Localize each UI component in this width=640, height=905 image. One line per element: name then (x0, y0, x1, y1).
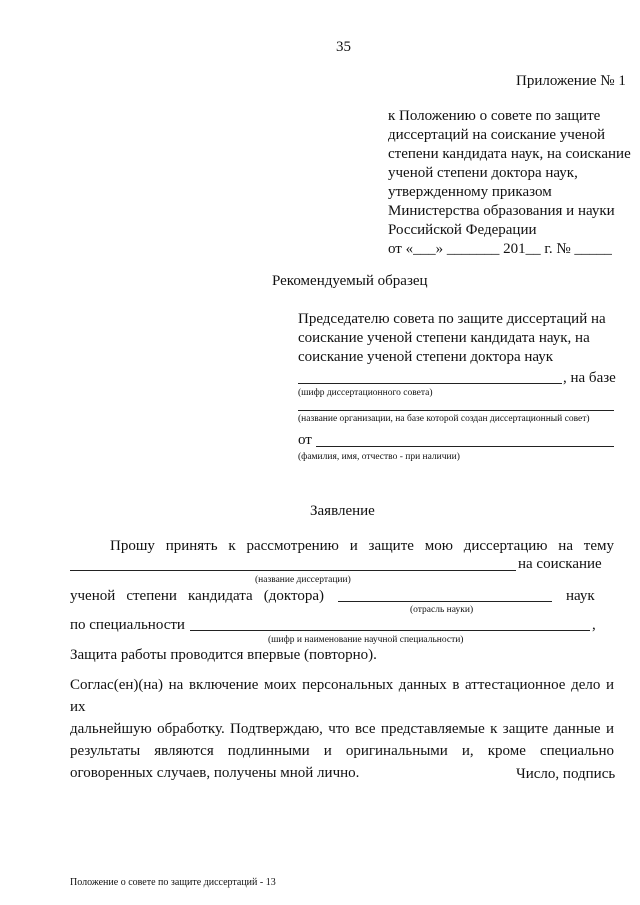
regulation-line: утвержденному приказом (388, 184, 552, 200)
first-defense-text: Защита работы проводится впервые (повторно). (70, 647, 377, 663)
appendix-title: Приложение № 1 (516, 73, 626, 89)
degree-label: ученой степени кандидата (доктора) (70, 588, 324, 604)
science-field-line[interactable] (338, 601, 552, 602)
request-line: Прошу принять к рассмотрению и защите мою диссертацию на тему (110, 538, 614, 554)
specialty-line[interactable] (190, 630, 590, 631)
na-baze-label: , на базе (563, 370, 616, 386)
council-code-line[interactable] (298, 383, 562, 384)
consent-line: результаты являются подлинными и оригинальными и, кроме специально (70, 743, 614, 759)
nauk-label: наук (566, 588, 595, 604)
specialty-comma: , (592, 617, 596, 633)
regulation-line: Российской Федерации (388, 222, 537, 238)
organization-hint: (название организации, на базе которой создан диссертационный совет) (298, 414, 590, 424)
dissertation-hint: (название диссертации) (255, 575, 351, 585)
regulation-line: Министерства образования и науки (388, 203, 615, 219)
addressee-line: соискание ученой степени доктора наук (298, 349, 554, 365)
fio-hint: (фамилия, имя, отчество - при наличии) (298, 452, 460, 462)
field-hint: (отрасль науки) (410, 605, 474, 615)
page-number: 35 (336, 39, 351, 55)
regulation-line: к Положению о совете по защите (388, 108, 601, 124)
organization-line[interactable] (298, 410, 614, 411)
ot-label: от (298, 432, 312, 448)
addressee-block (298, 310, 606, 367)
regulation-line: степени кандидата наук, на соискание (388, 146, 631, 162)
council-code-hint: (шифр диссертационного совета) (298, 388, 433, 398)
statement-title: Заявление (310, 503, 375, 519)
dissertation-title-line[interactable] (70, 570, 516, 571)
date-signature: Число, подпись (516, 766, 616, 782)
regulation-reference (388, 107, 631, 259)
na-soiskanie-label: на соискание (518, 556, 602, 572)
addressee-line: Председателю совета по защите диссертаций на (298, 311, 606, 327)
consent-line: Соглас(ен)(на) на включение моих персональных данных в аттестационное дело и их (70, 677, 614, 715)
consent-line: дальнейшую обработку. Подтверждаю, что все представляемые к защите данные и (70, 721, 614, 737)
addressee-line: соискание ученой степени кандидата наук, на (298, 330, 590, 346)
consent-line: оговоренных случаев, получены мной лично. (70, 765, 360, 781)
regulation-line: ученой степени доктора наук, (388, 165, 578, 181)
specialty-hint: (шифр и наименование научной специальности) (268, 635, 464, 645)
specialty-label: по специальности (70, 617, 185, 633)
fio-line[interactable] (316, 446, 614, 447)
footer-text: Положение о совете по защите диссертаций - 13 (70, 877, 276, 888)
recommended-sample: Рекомендуемый образец (272, 273, 428, 289)
regulation-line: диссертаций на соискание ученой (388, 127, 606, 143)
regulation-line: от «___» _______ 201__ г. № _____ (388, 241, 612, 257)
